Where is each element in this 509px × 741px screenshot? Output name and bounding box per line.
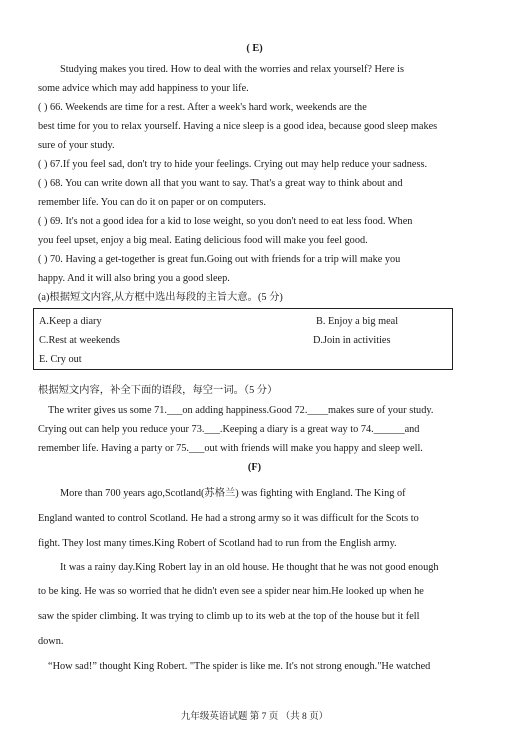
f-p1-line-2: England wanted to control Scotland. He had a strong army so it was difficult for the Scots to xyxy=(38,513,419,524)
fill-line-3: remember life. Having a party or 75.___out with friends will make you happy and sleep well. xyxy=(38,443,423,454)
section-e-title: ( E) xyxy=(246,43,263,54)
q68-line-1: ( ) 68. You can write down all that you want to say. That's a great way to think about and xyxy=(38,178,403,189)
f-p2-line-2: to be king. He was so worried that he didn't even see a spider near him.He looked up when he xyxy=(38,586,424,597)
q69-line-1: ( ) 69. It's not a good idea for a kid to lose weight, so you don't need to eat less food. When xyxy=(38,216,413,227)
f-p2-line-4: down. xyxy=(38,636,64,647)
q66-line-1: ( ) 66. Weekends are time for a rest. After a week's hard work, weekends are the xyxy=(38,102,367,113)
fill-line-2: Crying out can help you reduce your 73.___.Keeping a diary is a great way to 74.______and xyxy=(38,424,420,435)
option-c: C.Rest at weekends xyxy=(39,335,120,346)
f-p1-line-1: More than 700 years ago,Scotland(苏格兰) was fighting with England. The King of xyxy=(60,488,406,499)
intro-line-2: some advice which may add happiness to your life. xyxy=(38,83,249,94)
option-a: A.Keep a diary xyxy=(39,316,102,327)
option-d: D.Join in activities xyxy=(313,335,391,346)
q70-line-1: ( ) 70. Having a get-together is great fun.Going out with friends for a trip will make you xyxy=(38,254,401,265)
option-e: E. Cry out xyxy=(39,354,82,365)
q66-line-2: best time for you to relax yourself. Having a nice sleep is a good idea, because good sleep makes xyxy=(38,121,438,132)
instruction-a: (a)根据短文内容,从方框中选出每段的主旨大意。(5 分) xyxy=(38,292,283,303)
f-p3-line-1: “How sad!” thought King Robert. "The spider is like me. It's not strong enough."He watched xyxy=(48,661,431,672)
f-p2-line-1: It was a rainy day.King Robert lay in an old house. He thought that he was not good enough xyxy=(60,562,439,573)
q68-line-2: remember life. You can do it on paper or on computers. xyxy=(38,197,266,208)
fill-line-1: The writer gives us some 71.___on adding happiness.Good 72.____makes sure of your study. xyxy=(48,405,434,416)
f-p2-line-3: saw the spider climbing. It was trying to climb up to its web at the top of the house but it fell xyxy=(38,611,420,622)
f-p1-line-3: fight. They lost many times.King Robert of Scotland had to run from the English army. xyxy=(38,538,397,549)
intro-line-1: Studying makes you tired. How to deal with the worries and relax yourself? Here is xyxy=(60,64,405,75)
q69-line-2: you feel upset, enjoy a big meal. Eating delicious food will make you feel good. xyxy=(38,235,368,246)
options-box xyxy=(33,308,453,370)
option-b: B. Enjoy a big meal xyxy=(316,316,399,327)
q67-line-1: ( ) 67.If you feel sad, don't try to hide your feelings. Crying out may help reduce your sadness. xyxy=(38,159,428,170)
page-footer: 九年级英语试题 第 7 页 （共 8 页） xyxy=(180,712,329,722)
q66-line-3: sure of your study. xyxy=(38,140,115,151)
section-f-title: (F) xyxy=(247,462,262,473)
q70-line-2: happy. And it will also bring you a good sleep. xyxy=(38,273,230,284)
instruction-b: 根据短文内容，补全下面的语段，每空一词。（5 分） xyxy=(38,385,278,396)
